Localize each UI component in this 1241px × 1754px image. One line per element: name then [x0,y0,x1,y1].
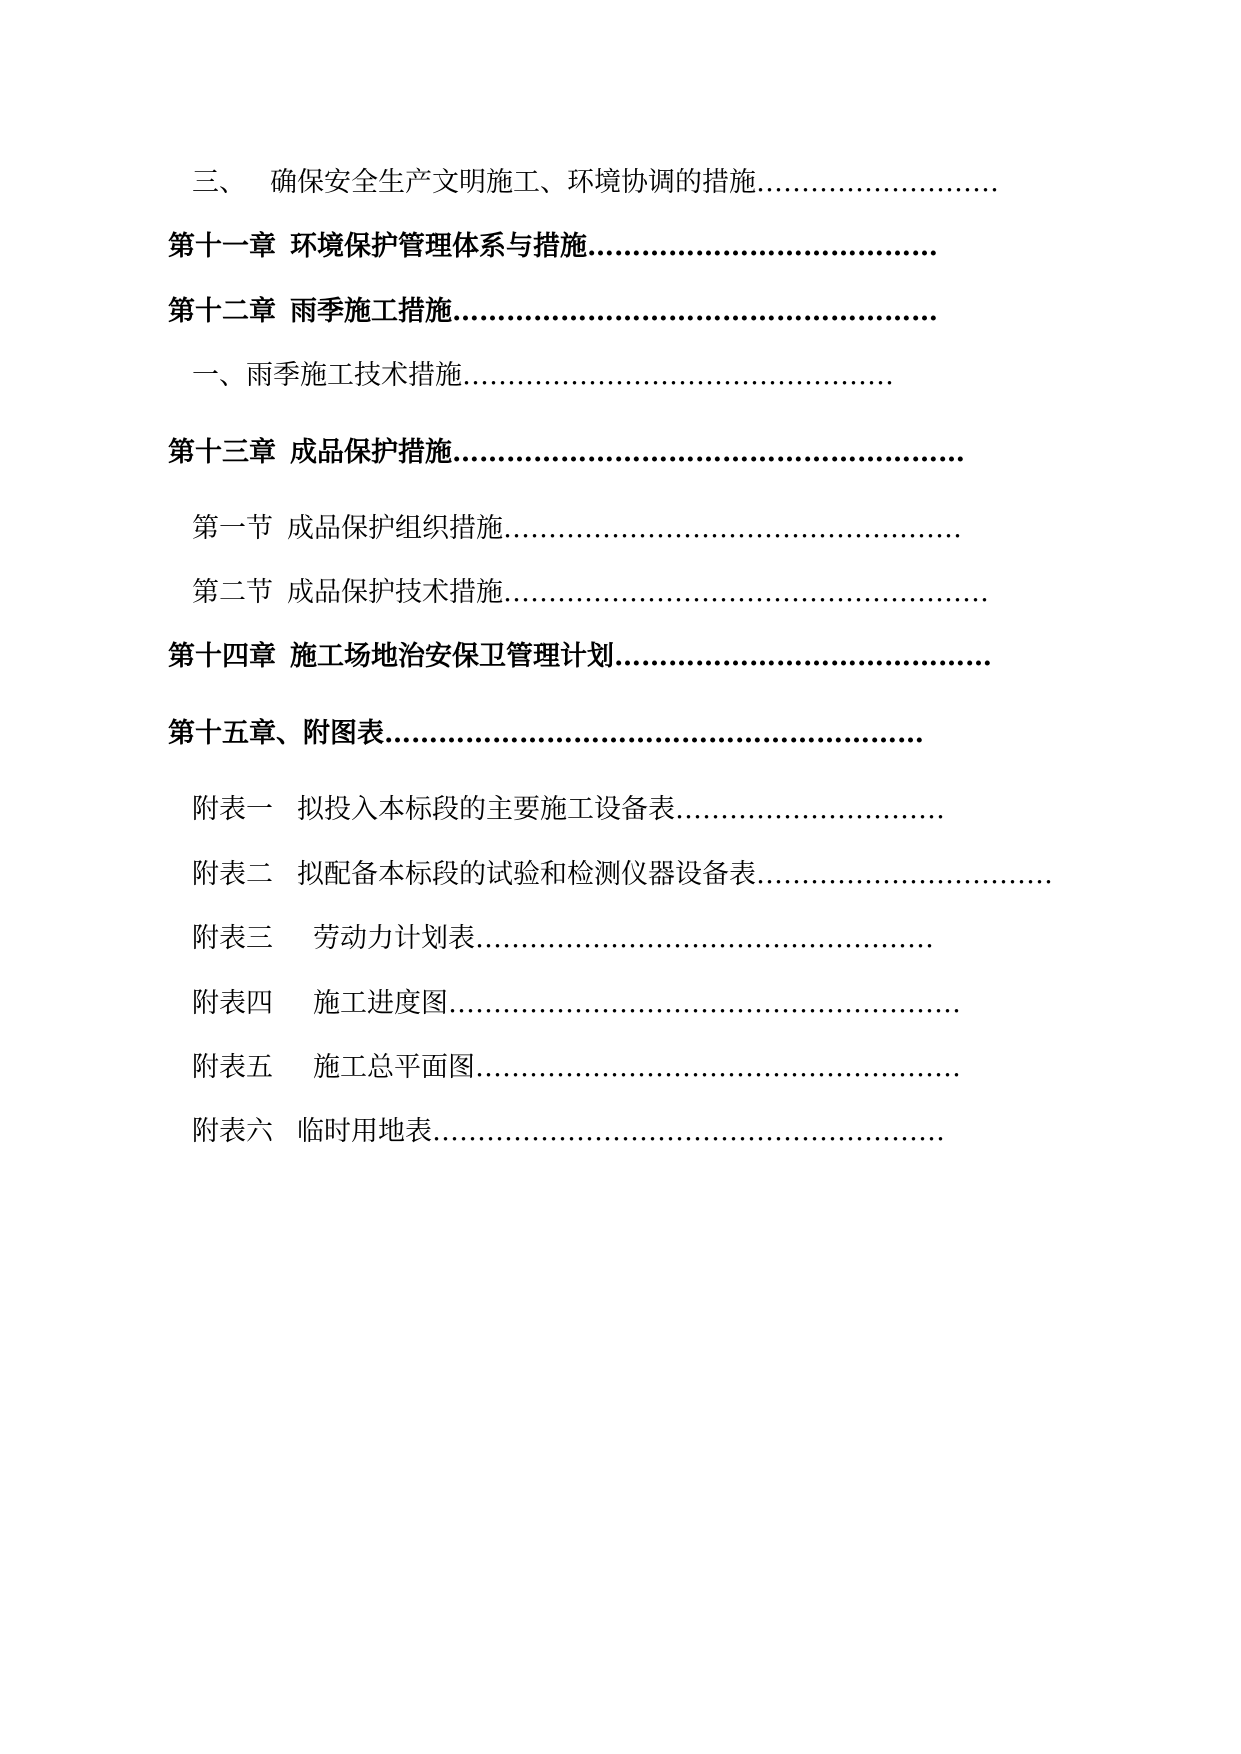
toc-entry-title: 施工进度图 [313,988,448,1019]
toc-entry-chapter-11[interactable] [168,230,938,264]
toc-entry-title: 拟投入本标段的主要施工设备表 [297,794,675,825]
toc-entry-number: 三、 [192,167,246,198]
toc-dot-leader: ………………………… [675,794,945,825]
toc-entry-section-node-1[interactable] [192,512,962,546]
toc-entry-title: 拟配备本标段的试验和检测仪器设备表 [297,859,756,890]
toc-entry-number: 附表三 [192,923,273,954]
toc-entry-section-node-2[interactable] [192,576,989,610]
toc-entry-number: 第十一章 [168,231,276,262]
toc-entry-number: 第一节 [192,513,273,544]
toc-entry-chapter-15[interactable] [168,717,924,751]
toc-entry-number: 第二节 [192,577,273,608]
toc-entry-title: 临时用地表 [297,1116,432,1147]
toc-entry-title: 附图表 [303,718,384,749]
toc-entry-number: 附表二 [192,859,273,890]
toc-entry-title: 成品保护技术措施 [287,577,503,608]
toc-entry-section-1[interactable] [192,359,894,393]
toc-entry-title: 劳动力计划表 [313,923,475,954]
toc-dot-leader: ………………………………………………… [432,1116,945,1147]
toc-dot-leader: ……………………………………………… [452,296,938,327]
toc-entry-number: 第十四章 [168,641,276,672]
toc-entry-chapter-13[interactable] [168,436,965,470]
toc-dot-leader: ……………………………………………… [503,577,989,608]
toc-entry-title: 雨季施工技术措施 [246,360,462,391]
toc-entry-number: 第十五章、 [168,718,303,749]
toc-entry-chapter-12[interactable] [168,295,938,329]
toc-dot-leader: …………………………………………… [503,513,962,544]
toc-entry-title: 施工总平面图 [313,1052,475,1083]
toc-entry-number: 附表六 [192,1116,273,1147]
toc-entry-section-3[interactable] [192,166,999,200]
toc-entry-title: 雨季施工措施 [290,296,452,327]
toc-entry-appendix-6[interactable] [192,1115,945,1149]
toc-entry-title: 成品保护措施 [290,437,452,468]
toc-dot-leader: ……………………………………………… [475,1052,961,1083]
toc-entry-appendix-2[interactable] [192,858,1053,892]
toc-dot-leader: ………………………………………………… [448,988,961,1019]
toc-dot-leader: ……………………… [756,167,999,198]
toc-entry-title: 确保安全生产文明施工、环境协调的措施 [270,167,756,198]
toc-dot-leader: ………………………………… [587,231,938,262]
toc-entry-number: 附表五 [192,1052,273,1083]
toc-entry-title: 成品保护组织措施 [287,513,503,544]
toc-entry-number: 附表一 [192,794,273,825]
toc-entry-appendix-1[interactable] [192,793,945,827]
toc-entry-appendix-4[interactable] [192,987,961,1021]
toc-entry-chapter-14[interactable] [168,640,992,674]
toc-entry-number: 一、 [192,360,246,391]
toc-entry-number: 第十二章 [168,296,276,327]
toc-entry-appendix-5[interactable] [192,1051,961,1085]
toc-dot-leader: …………………………………… [614,641,992,672]
toc-dot-leader: …………………………………………… [475,923,934,954]
toc-entry-title: 施工场地治安保卫管理计划 [290,641,614,672]
toc-dot-leader: …………………………… [756,859,1053,890]
toc-entry-appendix-3[interactable] [192,922,934,956]
toc-entry-number: 第十三章 [168,437,276,468]
toc-dot-leader: ………………………………………… [462,360,894,391]
toc-dot-leader: …………………………………………………… [384,718,924,749]
toc-entry-number: 附表四 [192,988,273,1019]
toc-entry-title: 环境保护管理体系与措施 [290,231,587,262]
toc-dot-leader: ………………………………………………… [452,437,965,468]
